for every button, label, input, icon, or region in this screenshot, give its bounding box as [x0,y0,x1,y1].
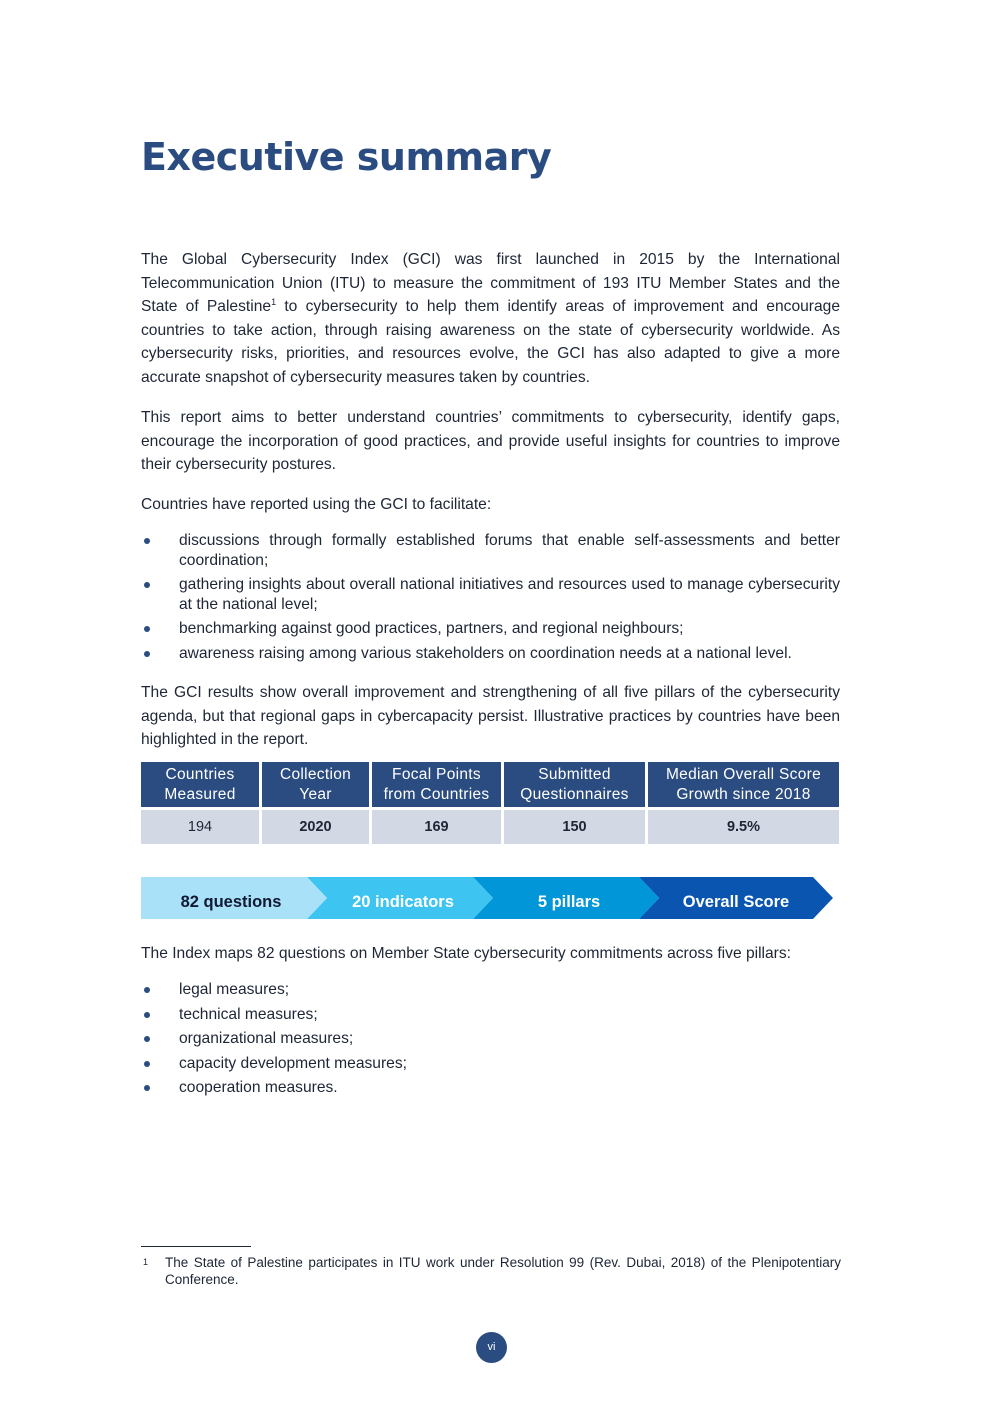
flow-label-indicators: 20 indicators [352,893,454,911]
page-title: Executive summary [141,135,552,179]
list-item [141,531,840,571]
stat-header: Collection Year [262,762,369,807]
list-item-text: awareness raising among various stakeholders on coordination needs at a national level. [179,645,792,662]
index-intro: The Index maps 82 questions on Member State cybersecurity commitments across five pillars: [141,945,792,962]
list-item [141,619,840,639]
intro-text-part-1: The Global Cybersecurity Index (GCI) was first launched in 2015 by the International Telecommunication Union (ITU) to measure the commitment of 193 ITU Member States and the State of Palestine [141,251,840,315]
bullet-icon [144,626,150,632]
bullet-icon [144,582,150,588]
stat-value: 150 [504,810,645,844]
list-item-text: legal measures; [179,981,290,998]
facilitate-intro: Countries have reported using the GCI to facilitate: [141,496,492,513]
bullet-icon [144,651,150,657]
intro-paragraph [141,248,840,389]
flow-label-questions: 82 questions [180,893,282,911]
page-number-badge: vi [476,1332,507,1363]
report-aim-paragraph: This report aims to better understand countries’ commitments to cybersecurity, identify gaps, encourage the incorporation of good practices, and provide useful insights for countries to improve their cybersecurity postures. [141,409,840,473]
list-item-text: discussions through formally established forums that enable self-assessments and better coordination; [179,532,840,569]
results-paragraph: The GCI results show overall improvement and strengthening of all five pillars of the cybersecurity agenda, but that regional gaps in cybercapacity persist. Illustrative practices by countries have been highlighted in the report. [141,684,840,748]
bullet-icon [144,1085,150,1091]
list-item [141,575,840,615]
stat-value: 9.5% [648,810,839,844]
bullet-icon [144,1061,150,1067]
stat-value: 169 [372,810,501,844]
footnote-number: 1 [143,1257,149,1267]
footnote-text: The State of Palestine participates in ITU work under Resolution 99 (Rev. Dubai, 2018) of the Plenipotentiary Conference. [165,1255,841,1287]
list-item [141,1078,840,1098]
list-item [141,644,840,664]
list-item-text: cooperation measures. [179,1079,338,1096]
list-item [141,1029,840,1049]
bullet-icon [144,987,150,993]
intro-text-part-2: to cybersecurity to help them identify areas of improvement and encourage countries to take action, through raising awareness on the state of cybersecurity worldwide. As cybersecurity risks, priorities, and resources evolve, the GCI has also adapted to give a more accurate snapshot of cybersecurity measures taken by countries. [141,298,841,386]
list-item-text: gathering insights about overall national initiatives and resources used to manage cybersecurity at the national level; [179,576,840,613]
stat-countries-measured [141,762,259,844]
footnote-reference[interactable]: 1 [271,296,277,307]
stat-header: Median Overall Score Growth since 2018 [648,762,839,807]
stat-focal-points [372,762,501,844]
facilitate-list [141,531,840,664]
list-item-text: benchmarking against good practices, partners, and regional neighbours; [179,620,684,637]
stat-header: Submitted Questionnaires [504,762,645,807]
list-item [141,980,840,1000]
stat-median-score-growth [648,762,839,844]
stat-value: 194 [141,810,259,844]
list-item-text: technical measures; [179,1005,318,1023]
stats-table [141,762,839,844]
list-item [141,1005,840,1025]
flow-label-overall-score: Overall Score [682,893,790,911]
footnote-divider [141,1246,251,1247]
list-item [141,1054,840,1074]
stat-submitted-questionnaires [504,762,645,844]
flow-label-pillars: 5 pillars [537,893,601,911]
list-item-text: capacity development measures; [179,1054,407,1072]
stat-header: Focal Points from Countries [372,762,501,807]
stat-value: 2020 [262,810,369,844]
list-item-text: organizational measures; [179,1030,354,1047]
bullet-icon [144,538,150,544]
bullet-icon [144,1036,150,1042]
bullet-icon [144,1012,150,1018]
pillars-list [141,980,840,1098]
index-structure-flow [141,877,833,919]
stat-header: Countries Measured [141,762,259,807]
stat-collection-year [262,762,369,844]
